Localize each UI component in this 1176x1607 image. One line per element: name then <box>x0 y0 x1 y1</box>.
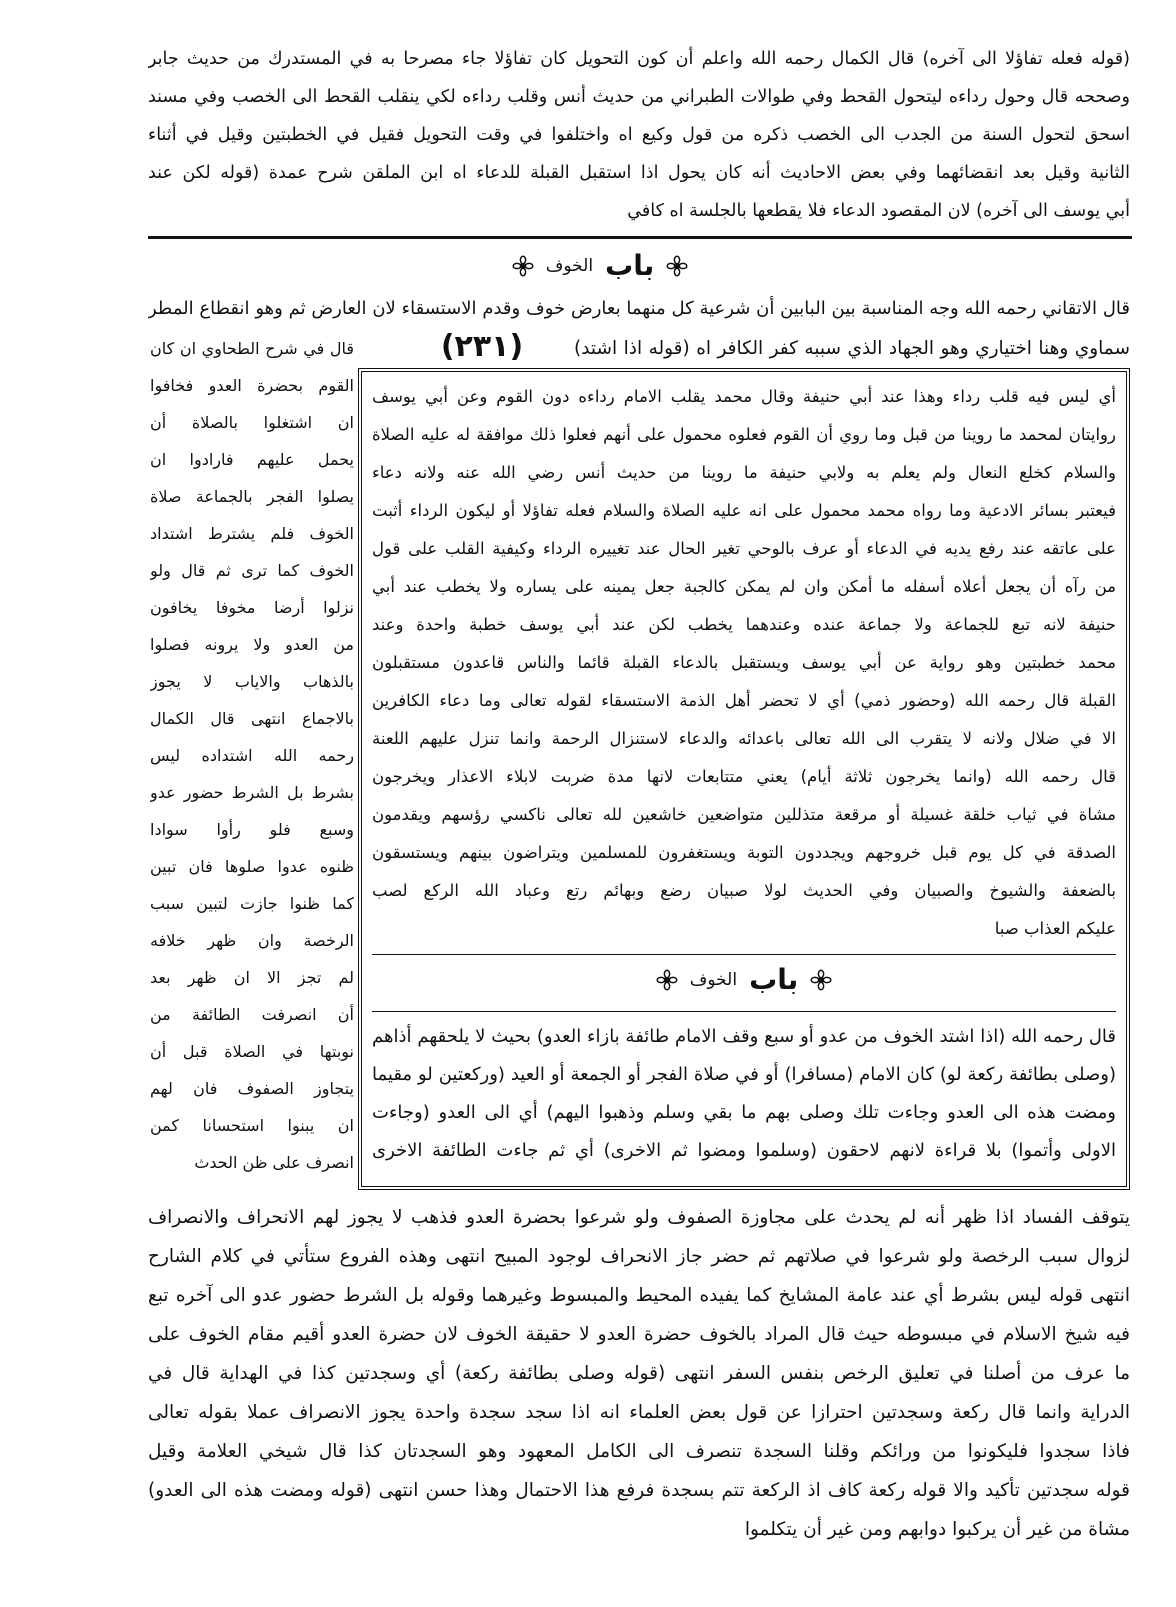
divider <box>372 1011 1116 1012</box>
text-line: أن انصرفت الطائفة من <box>150 1005 354 1024</box>
header-title: الخوف <box>545 256 594 276</box>
text-line: قال رحمه الله (وانما يخرجون ثلاثة أيام) يعني متتابعات لانها مدة ضربت لابلاء الاعذار ويخرجون <box>372 767 1116 786</box>
text-line: سماوي وهنا اختياري وهو الجهاد الذي سببه كفر الكافر اه (قوله اذا اشتد) <box>574 338 1130 359</box>
text-line: الا في ضلال ولانه لا يتقرب الى الله تعالى باعدائه والدعاء لاستنزال الرحمة وانما تنزل عليهم اللعنة <box>372 729 1116 748</box>
text-line: اسحق لتحول السنة من الجدب الى الخصب ذكره من قول وكيع اه واختلفوا في وقت التحويل فقيل في الخطبتين وقيل في أثناء <box>148 125 1130 145</box>
text-line: نوبتها في الصلاة قبل أن <box>150 1042 354 1061</box>
text-line: وصححه قال وحول رداءه ليتحول القحط وفي طوالات الطبراني من حديث أنس وقلب رداءه لكي ينقلب القحط الى الخصب وفي مسند <box>148 87 1130 107</box>
text-line: قال في شرح الطحاوي ان كان <box>150 339 354 358</box>
text-line: من رآه أن يجعل أعلاه أسفله ما أمكن وان لم يمكن كالجبة جعل يمينه على يساره ولا يخطب عند أبي <box>372 577 1116 596</box>
text-line: روايتان لمحمد ما روينا من قبل وما روي أن القوم فعلوه محمول على أنهم فعلوا ذلك موافقة له عليه الصلاة <box>372 425 1116 444</box>
text-line: لم تجز الا ان ظهر بعد <box>150 968 354 987</box>
main-text-box <box>358 368 1130 1190</box>
text-line: مشاة من غير أن يركبوا دوابهم ومن غير أن يتكلموا <box>744 1519 1130 1540</box>
text-line: كما ظنوا جازت لتبين سبب <box>150 894 354 913</box>
ornament-icon <box>656 969 678 991</box>
text-line: رحمه الله اشتداده ليس <box>150 746 354 765</box>
text-line: يصلوا الفجر بالجماعة صلاة <box>150 487 354 506</box>
text-line: ومضت هذه الى العدو وجاءت تلك وصلى بهم ما بقي وسلم وذهبوا اليهم) أي الى العدو (وجاءت <box>372 1102 1116 1123</box>
text-line: (وصلى بطائفة ركعة لو) كان الامام (مسافرا) أو في صلاة الفجر أو الجمعة أو العيد (وركعتين لو مقيما <box>372 1064 1116 1085</box>
text-line: عليكم العذاب صبا <box>994 919 1116 938</box>
text-line: قال رحمه الله (اذا اشتد الخوف من عدو أو سبع وقف الامام طائفة بازاء العدو) بحيث لا يلحقهم أذاهم <box>372 1026 1116 1047</box>
text-line: ان يبنوا استحسانا كمن <box>150 1116 354 1135</box>
page-number: (٢٣١) <box>440 329 524 364</box>
text-line: (قوله فعله تفاؤلا الى آخره) قال الكمال رحمه الله واعلم أن كون التحويل كان تفاؤلا جاء مصرحا به في المستدرك من حديث جابر <box>148 49 1130 69</box>
text-line: نزلوا أرضا مخوفا يخافون <box>150 598 354 617</box>
text-line: انتهى قوله ليس بشرط أي عند عامة المشايخ كما يفيده المحيط والمبسوط وغيرهما وقوله بل الشرط حضور عدو الى آخره تبع <box>148 1285 1130 1306</box>
text-line: مشاة في ثياب خلقة غسيلة أو مرقعة متذللين متواضعين خاشعين لله تعالى ناكسي رؤسهم ويقدمون <box>372 805 1116 824</box>
ornament-icon <box>666 255 688 277</box>
text-line: على عاتقه عند رفع يديه في الدعاء أو عرف بالوحي تغير الحال عند تغييره الرداء وكيفية القلب على قول <box>372 539 1116 558</box>
text-line: الدراية وانما قال ركعة وسجدتين احترازا عن قول بعض العلماء انه اذا سجد سجدة واحدة يجوز الانصراف عملا بقوله تعالى <box>148 1402 1130 1423</box>
text-line: وسبع فلو رأوا سوادا <box>150 820 354 839</box>
text-line: بالضعفة والشيوخ والصبيان وفي الحديث لولا صبيان رضع وبهائم رتع وعباد الله الركع لصب <box>372 881 1116 900</box>
text-line: بالاجماع انتهى قال الكمال <box>150 709 354 728</box>
text-line: انصرف على ظن الحدث <box>194 1153 354 1172</box>
text-line: محمد خطبتين وهو رواية عن أبي يوسف ويستقبل بالدعاء القبلة قائما والناس قاعدون مستقبلون <box>372 653 1116 672</box>
text-line: الثانية وقيل بعد انقضائهما وفي بعض الاحاديث أنه كان يحول اذا استقبل القبلة للدعاء اه ابن الملقن شرح عمدة (قوله لكن عند <box>148 163 1130 183</box>
text-line: فيه شيخ الاسلام في مبسوطه حيث قال المراد بالخوف حضرة العدو لا حقيقة الخوف لان حضرة العدو أقيم مقام الخوف على <box>148 1324 1130 1345</box>
text-line: يتوقف الفساد اذا ظهر أنه لم يحدث على مجاوزة الصفوف ولو شرعوا بحضرة العدو فذهب لا يجوز لهم الانحراف والانصراف <box>148 1207 1130 1228</box>
text-line: قال الاتقاني رحمه الله وجه المناسبة بين البابين أن شرعية كل منهما بعارض خوف وقدم الاستسقاء لان العارض ثم وهو انقطاع المطر <box>148 298 1130 319</box>
header-title: الخوف <box>689 970 738 990</box>
text-line: ظنوه عدوا صلوها فان تبين <box>150 857 354 876</box>
text-line: الرخصة وان ظهر خلافه <box>150 931 354 950</box>
header-word: باب <box>749 963 799 996</box>
text-line: ما عرف من أصلنا في تعليق الرخص بنفس السفر انتهى (قوله وصلى بطائفة ركعة) أي وسجدتين كذا في الهداية قال في <box>148 1363 1130 1384</box>
text-line: والسلام كخلع النعال ولم يعلم به ولابي حنيفة ما روينا من حديث أنس رضي الله عنه ولانه دعاء <box>372 463 1116 482</box>
box-lower-text <box>372 1018 1116 1170</box>
text-line: فاذا سجدوا فليكونوا من ورائكم وقلنا السجدة تنصرف الى الكامل المعهود وهو السجدتان كذا قال شيخي العلامة وقيل <box>148 1441 1130 1462</box>
text-line: أبي يوسف الى آخره) لان المقصود الدعاء فلا يقطعها بالجلسة اه كافي <box>627 201 1130 221</box>
text-line: القبلة قال رحمه الله (وحضور ذمي) أي لا تحضر أهل الذمة الاستسقاء لقوله تعالى وما دعاء الكافرين <box>372 691 1116 710</box>
text-line: الاولى وأتموا) بلا قراءة لانهم لاحقون (وسلموا ومضوا ثم الاخرى) أي ثم جاءت الطائفة الاخرى <box>372 1140 1116 1161</box>
text-line: لزوال سبب الرخصة ولو شرعوا في صلاتهم ثم حضر جاز الانحراف لوجود المبيح انتهى وهذه الفروع ستأتي في كلام الشارح <box>148 1246 1130 1267</box>
intro-line <box>148 290 1130 328</box>
text-line: الخوف فلم يشترط اشتداد <box>150 524 354 543</box>
divider <box>148 236 1132 239</box>
intro-line <box>574 330 1130 368</box>
box-header <box>372 955 1116 1005</box>
text-line: فيعتبر بسائر الادعية وما رواه محمد محمول على انه عليه الصلاة والسلام فعله تفاؤلا أو ليكون الرداء أثبت <box>372 501 1116 520</box>
text-line: يتجاوز الصفوف فان لهم <box>150 1079 354 1098</box>
section-header <box>450 244 750 288</box>
text-line: القوم بحضرة العدو فخافوا <box>150 376 354 395</box>
text-line: بالذهاب والاياب لا يجوز <box>150 672 354 691</box>
ornament-icon <box>512 255 534 277</box>
text-line: بشرط بل الشرط حضور عدو <box>150 783 354 802</box>
bottom-commentary <box>148 1198 1130 1549</box>
ornament-icon <box>810 969 832 991</box>
text-line: يحمل عليهم فارادوا ان <box>150 450 354 469</box>
top-commentary <box>148 40 1130 230</box>
text-line: أي ليس فيه قلب رداء وهذا عند أبي حنيفة وقال محمد يقلب الامام رداءه دون القوم وعن أبي يوسف <box>372 387 1116 406</box>
text-line: قوله سجدتين تأكيد والا قوله ركعة كاف اذ الركعة تتم بسجدة فرفع هذا الاحتمال وهذا حسن انتهى (قوله ومضت هذه الى العدو) <box>148 1480 1130 1501</box>
text-line: الصدقة في كل يوم قبل خروجهم ويجددون التوبة ويستغفرون للمسلمين ويتراضون بينهم ويستسقون <box>372 843 1116 862</box>
text-line: الخوف كما ترى ثم قال ولو <box>150 561 354 580</box>
text-line: من العدو ولا يرونه فصلوا <box>150 635 354 654</box>
text-line: حنيفة لانه تبع للجماعة ولا جماعة عنده وعندهما يخطب لكن عند أبي يوسف خطبة واحدة وعند <box>372 615 1116 634</box>
header-word: باب <box>605 249 655 282</box>
side-column <box>150 330 354 1181</box>
text-line: ان اشتغلوا بالصلاة أن <box>150 413 354 432</box>
box-upper-text <box>372 378 1116 948</box>
